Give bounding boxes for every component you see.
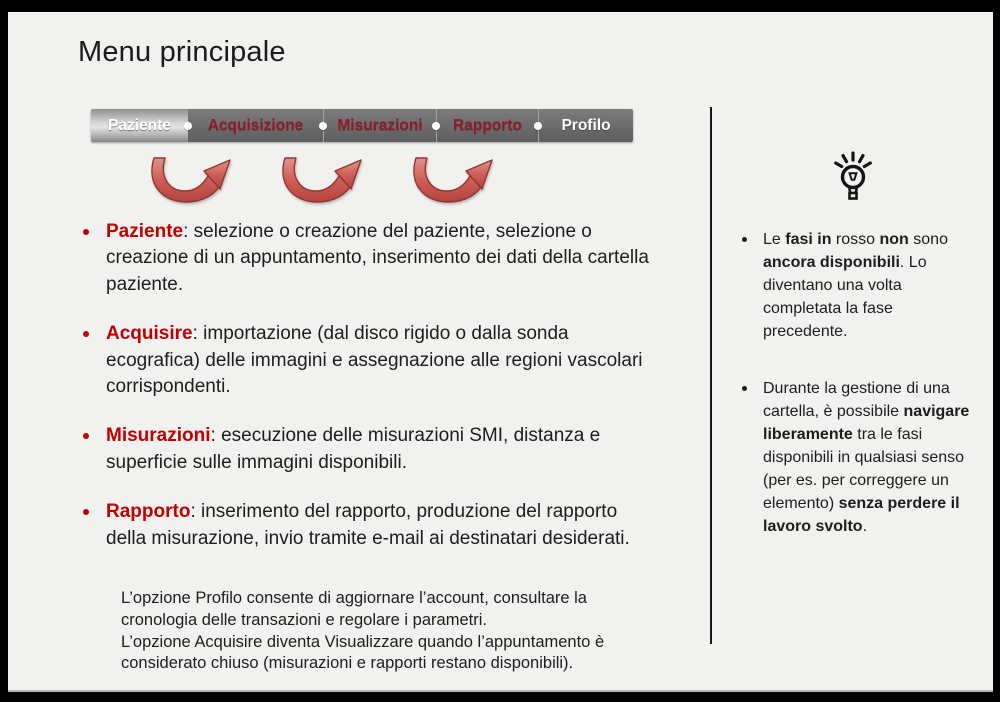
- list-item: [78, 321, 656, 400]
- phase-description: : selezione o creazione del paziente, selezione o creazione di un appuntamento, inserimento dei dati della cartella paziente.: [106, 221, 649, 295]
- footnote-line: L’opzione Acquisire diventa Visualizzare quando l’appuntamento è considerato chiuso (misurazioni e rapporti restano disponibili).: [121, 632, 605, 673]
- tip-text: Le fasi in rosso non sono ancora disponibili. Lo diventano una volta completata la fase precedente.: [763, 231, 948, 341]
- tab-misurazioni[interactable]: [323, 109, 436, 142]
- flow-arrows: [144, 150, 504, 208]
- phase-description-list: [78, 219, 656, 575]
- tab-label: Profilo: [561, 116, 611, 134]
- tab-profilo[interactable]: [538, 109, 633, 142]
- footnote-line: L’opzione Profilo consente di aggiornare l’account, consultare la cronologia delle transazioni e regolare i parametri.: [121, 589, 587, 629]
- bullet-icon: [83, 433, 89, 439]
- separator-dot-icon: [319, 122, 327, 130]
- tab-label: Acquisizione: [207, 116, 304, 134]
- phase-term: Rapporto: [106, 501, 191, 523]
- list-item: [78, 499, 656, 552]
- list-item: [740, 377, 980, 538]
- list-item: [78, 219, 656, 298]
- curved-arrow-icon: [144, 150, 504, 208]
- tab-label: Paziente: [108, 116, 171, 134]
- phase-term: Acquisire: [106, 323, 193, 345]
- bullet-icon: [742, 237, 747, 242]
- phase-term: Misurazioni: [106, 425, 211, 447]
- phase-description: : importazione (dal disco rigido o dalla sonda ecografica) delle immagini e assegnazione alle regioni vascolari corrispondenti.: [106, 323, 643, 398]
- separator-dot-icon: [184, 122, 192, 130]
- bullet-icon: [742, 386, 747, 391]
- phase-description: : esecuzione delle misurazioni SMI, distanza e superficie sulle immagini disponibili.: [106, 425, 601, 473]
- tips-list: [740, 228, 980, 538]
- main-menu-bar: [91, 109, 633, 142]
- tab-rapporto[interactable]: [436, 109, 538, 142]
- tab-label: Misurazioni: [337, 116, 423, 134]
- bullet-icon: [83, 509, 89, 515]
- list-item: [740, 228, 980, 343]
- footnote: [121, 588, 661, 675]
- bullet-icon: [83, 229, 89, 235]
- list-item: [78, 423, 656, 476]
- tip-text: Durante la gestione di una cartella, è possibile navigare liberamente tra le fasi disponibili in qualsiasi senso (per es. per correggere un elemento) senza perdere il lavoro svolto.: [763, 380, 970, 536]
- tab-acquisizione[interactable]: [188, 109, 323, 142]
- phase-term: Paziente: [106, 221, 184, 242]
- vertical-divider: [710, 107, 712, 644]
- separator-dot-icon: [534, 122, 542, 130]
- lightbulb-icon: [828, 146, 878, 215]
- bullet-icon: [83, 331, 89, 337]
- tab-label: Rapporto: [453, 116, 522, 134]
- page-title: Menu principale: [78, 36, 286, 68]
- phase-description: : inserimento del rapporto, produzione del rapporto della misurazione, invio tramite e-mail ai destinatari desiderati.: [106, 501, 630, 549]
- tab-paziente[interactable]: [91, 109, 188, 142]
- separator-dot-icon: [432, 122, 440, 130]
- slide: [8, 12, 993, 692]
